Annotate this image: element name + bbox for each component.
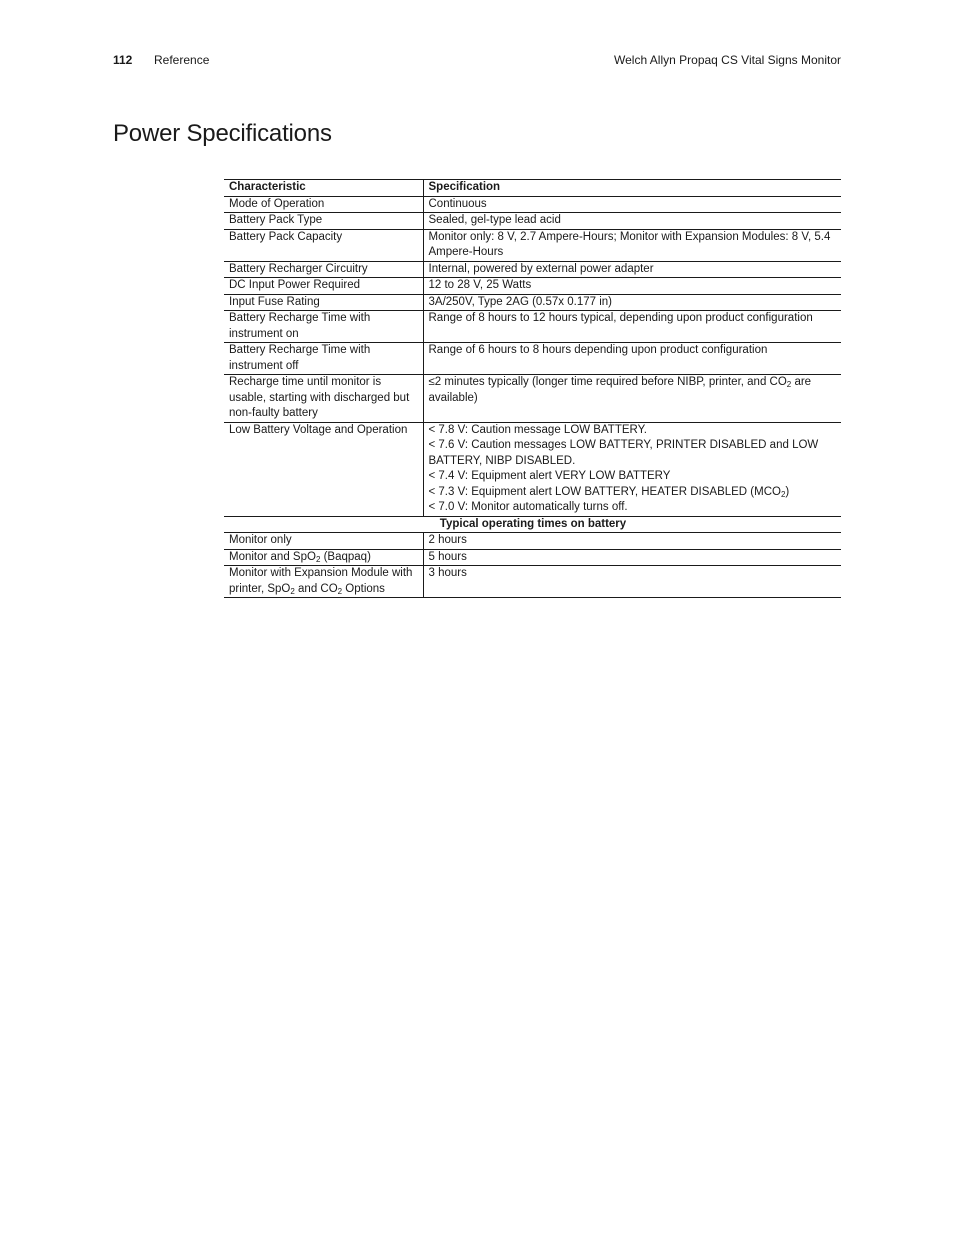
specification-line: Monitor only: 8 V, 2.7 Ampere-Hours; Monitor with Expansion Modules: 8 V, 5.4 Ampere-Hours [428,230,831,258]
table-row [224,294,841,311]
specification-cell [423,311,841,343]
specification-line: 3A/250V, Type 2AG (0.57x 0.177 in) [428,295,612,308]
specification-cell [423,375,841,423]
characteristic-cell: Input Fuse Rating [224,294,423,311]
table-row [224,261,841,278]
document-title: Welch Allyn Propaq CS Vital Signs Monitor [614,53,841,67]
characteristic-cell: Mode of Operation [224,196,423,213]
specification-line: Range of 8 hours to 12 hours typical, depending upon product configuration [428,312,813,324]
table-row [224,343,841,375]
column-header-characteristic: Characteristic [224,180,423,197]
specification-line: < 7.0 V: Monitor automatically turns off. [428,501,628,513]
table-row [224,422,841,516]
table-row [224,311,841,343]
characteristic-cell: Recharge time until monitor is usable, starting with discharged but non-faulty battery [224,375,423,423]
characteristic-cell: Battery Pack Type [224,213,423,230]
page-number: 112 [113,53,133,67]
specification-cell [423,213,841,230]
characteristic-cell: Monitor and SpO$_2$ (Baqpaq) [224,549,423,566]
table-header-row [224,180,841,197]
table-row [224,278,841,295]
specification-cell [423,261,841,278]
characteristic-cell: Low Battery Voltage and Operation [224,422,423,516]
specification-cell [423,343,841,375]
table-row [224,375,841,423]
characteristic-cell: Battery Recharger Circuitry [224,261,423,278]
specification-line: Sealed, gel-type lead acid [428,214,561,226]
specification-cell: 2 hours [423,533,841,550]
table-row [224,196,841,213]
specification-cell [423,229,841,261]
characteristic-cell: DC Input Power Required [224,278,423,295]
table-row [224,229,841,261]
table-body [224,196,841,598]
specification-line: ≤2 minutes typically (longer time required before NIBP, printer, and $CO_2$ are available) [428,376,812,404]
specification-line: < 7.6 V: Caution messages LOW BATTERY, PRINTER DISABLED and LOW BATTERY, NIBP DISABLED. [428,439,819,467]
section-name: Reference [154,53,210,67]
specification-line: Range of 6 hours to 8 hours depending upon product configuration [428,344,768,356]
battery-times-subheader-row [224,516,841,533]
characteristic-cell: Battery Pack Capacity [224,229,423,261]
characteristic-cell: Battery Recharge Time with instrument off [224,343,423,375]
table-row [224,533,841,550]
battery-times-subheader: Typical operating times on battery [224,516,841,533]
specification-cell: 5 hours [423,549,841,566]
specification-line: < 7.4 V: Equipment alert VERY LOW BATTERY [428,470,671,482]
specification-line: < 7.8 V: Caution message LOW BATTERY. [428,423,647,436]
page-header [113,52,841,70]
table-row [224,213,841,230]
table-row [224,566,841,598]
specification-cell: 3 hours [423,566,841,598]
specification-line: 12 to 28 V, 25 Watts [428,279,532,291]
specification-cell [423,294,841,311]
specification-cell [423,196,841,213]
characteristic-cell: Monitor only [224,533,423,550]
specification-cell [423,422,841,516]
column-header-specification: Specification [423,180,841,197]
power-specifications-table [224,179,841,598]
table-row [224,549,841,566]
page-title: Power Specifications [113,120,332,147]
specification-line: Continuous [428,197,487,210]
specification-line: < 7.3 V: Equipment alert LOW BATTERY, HEATER DISABLED $(MCO_2)$ [428,485,790,499]
specification-cell [423,278,841,295]
characteristic-cell: Battery Recharge Time with instrument on [224,311,423,343]
specification-line: Internal, powered by external power adapter [428,262,654,275]
characteristic-cell: Monitor with Expansion Module with printer, SpO$_2$ and $CO_2$ Options [224,566,423,598]
